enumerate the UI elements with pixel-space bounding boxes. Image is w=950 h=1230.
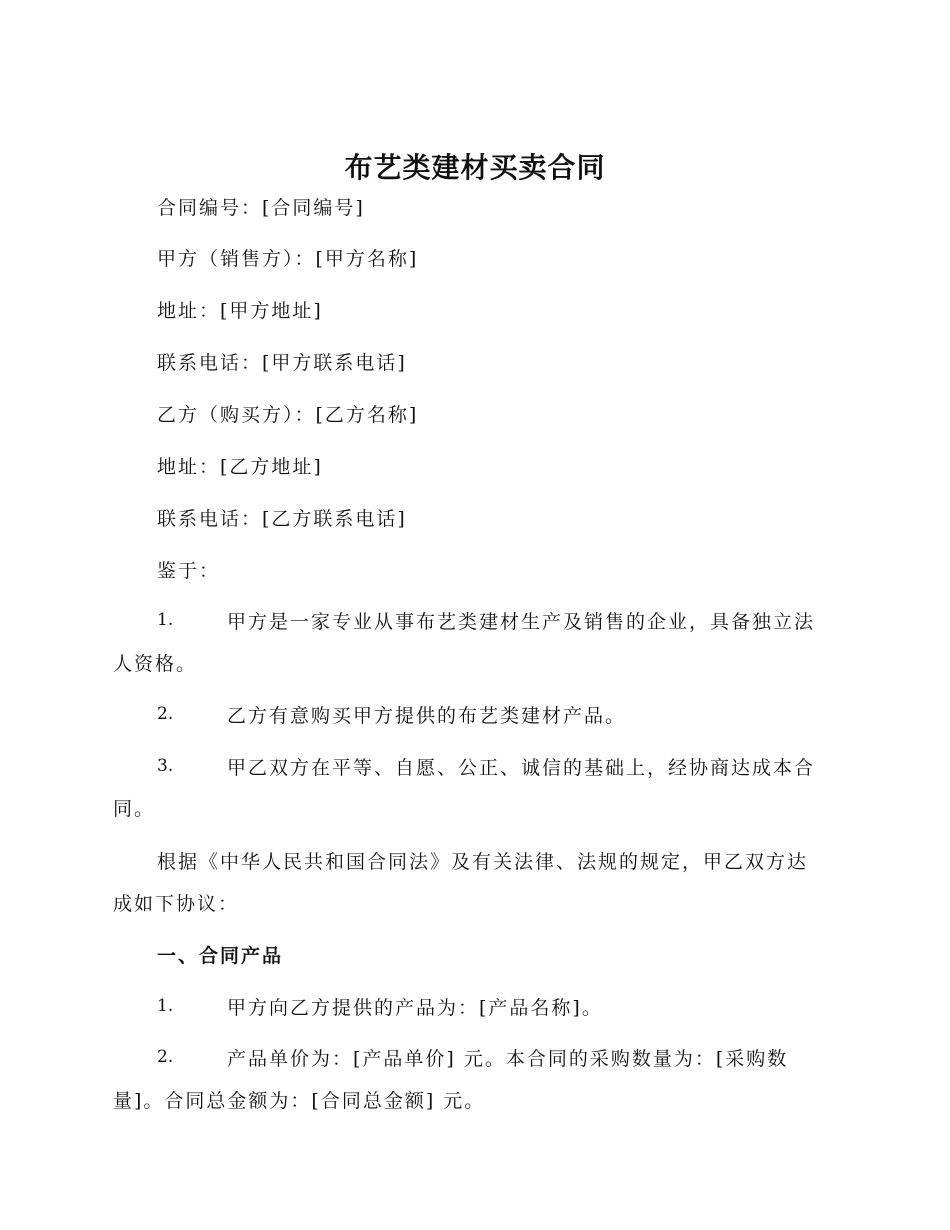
basis-paragraph-continuation: 成如下协议：: [113, 893, 240, 915]
section-item-text: 甲方向乙方提供的产品为：[产品名称]。: [227, 997, 603, 1019]
whereas-label: 鉴于：: [157, 560, 221, 582]
whereas-item-continuation: 同。: [113, 798, 156, 820]
section-heading: 一、合同产品: [157, 945, 284, 967]
whereas-item-text: 乙方有意购买甲方提供的布艺类建材产品。: [227, 705, 627, 727]
party-a-address-field: 地址：[甲方地址]: [157, 300, 323, 322]
section-item-continuation: 量]。合同总金额为：[合同总金额] 元。: [113, 1090, 486, 1112]
whereas-item-number: 3.: [157, 756, 174, 776]
section-item-text: 产品单价为：[产品单价] 元。本合同的采购数量为：[采购数: [227, 1048, 789, 1070]
section-item-number: 2.: [157, 1047, 174, 1067]
whereas-item-text: 甲乙双方在平等、自愿、公正、诚信的基础上，经协商达成本合: [227, 757, 816, 779]
whereas-item-text: 甲方是一家专业从事布艺类建材生产及销售的企业，具备独立法: [227, 611, 816, 633]
party-b-phone-field: 联系电话：[乙方联系电话]: [157, 508, 407, 530]
contract-number-field: 合同编号：[合同编号]: [157, 197, 365, 219]
party-a-name-field: 甲方（销售方）：[甲方名称]: [157, 248, 419, 270]
whereas-item-continuation: 人资格。: [113, 653, 198, 675]
party-b-name-field: 乙方（购买方）：[乙方名称]: [157, 404, 419, 426]
party-a-phone-field: 联系电话：[甲方联系电话]: [157, 352, 407, 374]
section-item-number: 1.: [157, 996, 174, 1016]
basis-paragraph-line: 根据《中华人民共和国合同法》及有关法律、法规的规定，甲乙双方达: [157, 851, 809, 873]
whereas-item-number: 1.: [157, 610, 174, 630]
document-title: 布艺类建材买卖合同: [344, 151, 606, 184]
party-b-address-field: 地址：[乙方地址]: [157, 456, 323, 478]
whereas-item-number: 2.: [157, 704, 174, 724]
